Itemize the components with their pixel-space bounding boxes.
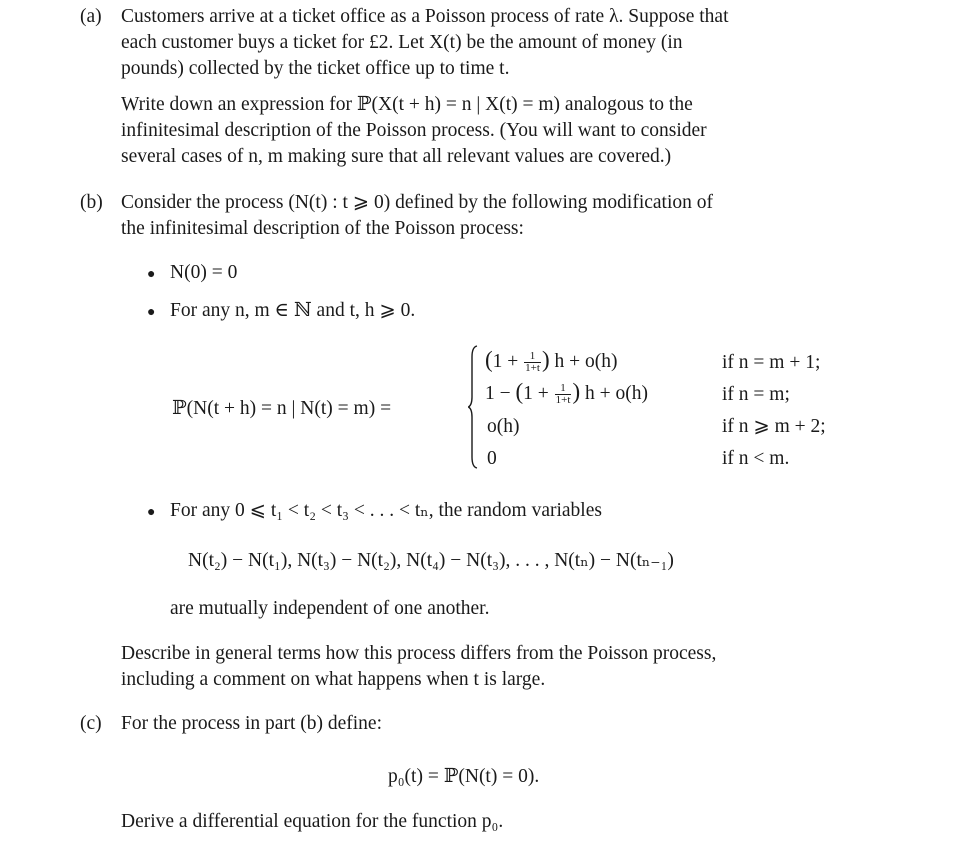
part-b-text: [121, 190, 713, 242]
part-a-q-line-1: Write down an expression for ℙ(X(t + h) = n | X(t) = m) analogous to the: [121, 94, 693, 115]
increments-equation: N(t₂) − N(t₁), N(t₃) − N(t₂), N(t₄) − N(t₃), . . . , N(tₙ) − N(tₙ₋₁): [188, 550, 674, 571]
bullet-3-text: For any 0 ⩽ t₁ < t₂ < t₃ < . . . < tₙ, the random variables: [170, 500, 602, 521]
case-1-condition: if n = m + 1;: [722, 352, 821, 373]
p0-definition: p₀(t) = ℙ(N(t) = 0).: [388, 766, 540, 787]
part-a-question: [121, 92, 707, 170]
part-b-label: (b): [80, 192, 103, 213]
case-4-condition: if n < m.: [722, 448, 790, 469]
case-4-value: 0: [487, 448, 497, 469]
case-1-value: (1 + $\frac{1}{1+t}$ ) h + o(h): [485, 347, 618, 375]
part-a-line-1: Customers arrive at a ticket office as a Poisson process of rate λ. Suppose that: [121, 6, 729, 27]
bullet-2-text: For any n, m ∈ ℕ and t, h ⩾ 0.: [170, 300, 416, 321]
part-c-label: (c): [80, 713, 102, 734]
case-2-post: h + o(h): [584, 383, 648, 404]
case-1-pre: 1 +: [492, 351, 519, 372]
bullet-icon: ●: [147, 305, 156, 320]
describe-text: [121, 641, 716, 693]
part-b-line-1: Consider the process (N(t) : t ⩾ 0) defined by the following modification of: [121, 192, 713, 213]
part-a-text: [121, 4, 728, 82]
describe-line-1: Describe in general terms how this process differs from the Poisson process,: [121, 643, 717, 664]
bullet-1-text: N(0) = 0: [170, 262, 238, 283]
part-a-q-line-3: several cases of n, m making sure that all relevant values are covered.): [121, 146, 672, 167]
fraction: $\frac{1}{1+t}$: [525, 350, 540, 375]
case-2-value: 1 − (1 + $\frac{1}{1+t}$ ) h + o(h): [485, 379, 648, 407]
independence-text: are mutually independent of one another.: [170, 598, 490, 619]
case-2-condition: if n = m;: [722, 384, 790, 405]
case-2-mid: 1 +: [523, 383, 549, 404]
fraction: $\frac{1}{1+t}$: [555, 382, 571, 407]
bullet-icon: ●: [147, 505, 156, 520]
bullet-icon: ●: [147, 267, 156, 282]
part-a-q-line-2: infinitesimal description of the Poisson process. (You will want to consider: [121, 120, 707, 141]
derive-text: Derive a differential equation for the function p₀.: [121, 811, 504, 832]
case-1-post: h + o(h): [554, 351, 618, 372]
describe-line-2: including a comment on what happens when t is large.: [121, 669, 546, 690]
equation-lhs: ℙ(N(t + h) = n | N(t) = m) =: [172, 398, 392, 419]
part-a-line-3: pounds) collected by the ticket office up to time t.: [121, 58, 510, 79]
part-a-line-2: each customer buys a ticket for £2. Let X(t) be the amount of money (in: [121, 32, 683, 53]
case-3-value: o(h): [487, 416, 520, 437]
case-2-pre: 1 −: [485, 383, 511, 404]
part-a-label: (a): [80, 6, 102, 27]
part-b-line-2: the infinitesimal description of the Poisson process:: [121, 218, 524, 239]
part-c-text: For the process in part (b) define:: [121, 713, 383, 734]
case-3-condition: if n ⩾ m + 2;: [722, 416, 826, 437]
brace-icon: [468, 345, 478, 469]
